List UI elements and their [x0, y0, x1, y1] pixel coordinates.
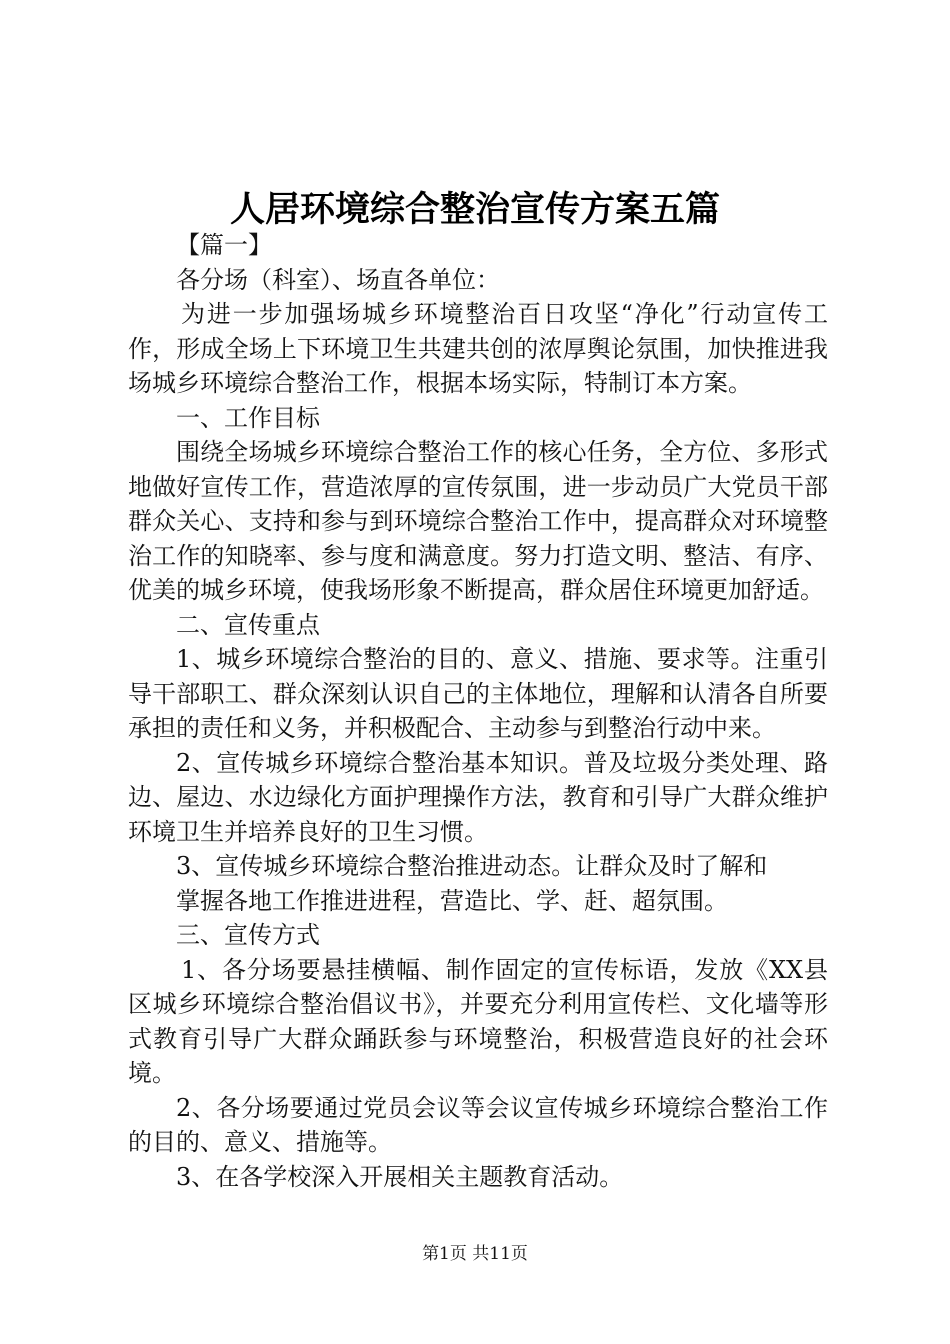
body-paragraph: 3、在各学校深入开展相关主题教育活动。: [176, 1162, 624, 1191]
body-paragraph: 掌握各地工作推进进程，营造比、学、赶、超氛围。: [176, 886, 728, 915]
subsection-heading: 一、工作目标: [176, 403, 320, 432]
section-heading: 【篇一】: [176, 231, 272, 259]
salutation: 各分场（科室）、场直各单位：: [176, 265, 500, 294]
body-paragraph: 3、宣传城乡环境综合整治推进动态。让群众及时了解和: [176, 852, 768, 880]
body-paragraph: 1、城乡环境综合整治的目的、意义、措施、要求等。注重引导干部职工、群众深刻认识自己的主体地位，理解和认清各自所要承担的责任和义务，并积极配合、主动参与到整治行动中来。: [128, 645, 828, 742]
page-number-footer: 第1页 共11页: [422, 1244, 528, 1264]
document-body: [128, 228, 828, 1194]
body-paragraph: 围绕全场城乡环境综合整治工作的核心任务，全方位、多形式地做好宣传工作，营造浓厚的宣传氛围，进一步动员广大党员干部群众关心、支持和参与到环境综合整治工作中，提高群众对环境整治工作的知晓率、参与度和满意度。努力打造文明、整洁、有序、优美的城乡环境，使我场形象不断提高，群众居住环境更加舒适。: [128, 438, 828, 604]
subsection-heading: 三、宣传方式: [176, 921, 320, 949]
body-paragraph: 2、宣传城乡环境综合整治基本知识。普及垃圾分类处理、路边、屋边、水边绿化方面护理操作方法，教育和引导广大群众维护环境卫生并培养良好的卫生习惯。: [128, 748, 828, 846]
body-paragraph: 2、各分场要通过党员会议等会议宣传城乡环境综合整治工作的目的、意义、措施等。: [128, 1093, 828, 1156]
subsection-heading: 二、宣传重点: [176, 610, 320, 639]
document-title: 人居环境综合整治宣传方案五篇: [229, 190, 720, 230]
body-paragraph: 1、各分场要悬挂横幅、制作固定的宣传标语，发放《XX县区城乡环境综合整治倡议书》，并要充分利用宣传栏、文化墙等形式教育引导广大群众踊跃参与环境整治，积极营造良好的社会环境。: [128, 955, 828, 1087]
body-paragraph: 为进一步加强场城乡环境整治百日攻坚“净化”行动宣传工作，形成全场上下环境卫生共建共创的浓厚舆论氛围，加快推进我场城乡环境综合整治工作，根据本场实际，特制订本方案。: [128, 300, 828, 397]
